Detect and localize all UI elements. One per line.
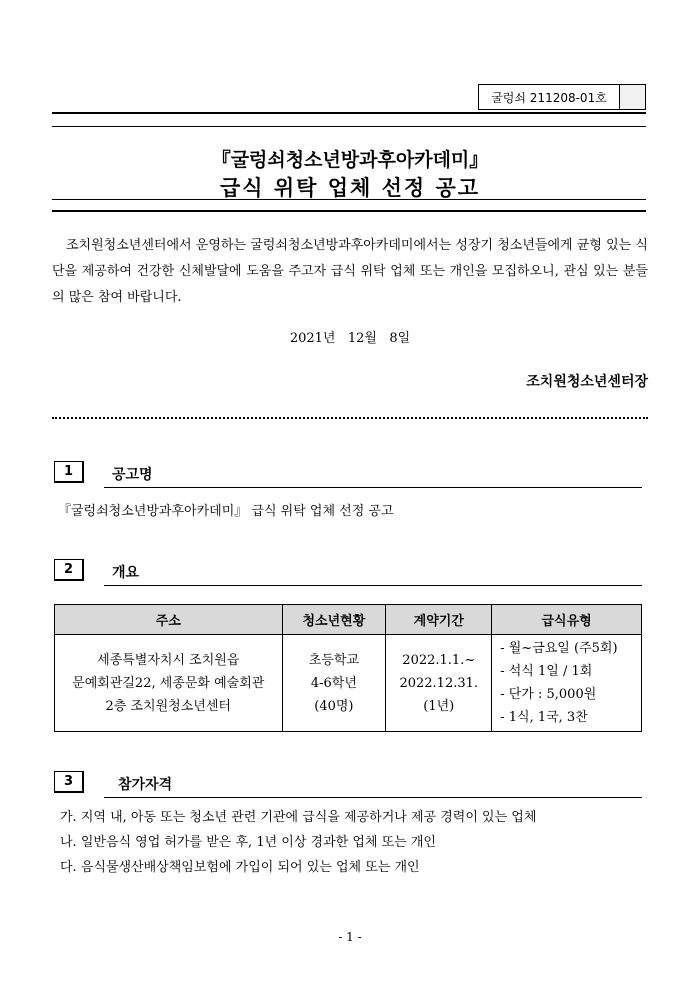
document-number: 굴렁쇠 211208-01호 bbox=[478, 84, 620, 110]
period-line: (1년) bbox=[423, 698, 455, 714]
meal-line: - 1식, 1국, 3찬 bbox=[500, 710, 588, 725]
announcement-date: 2021년 12월 8일 bbox=[289, 331, 411, 346]
youth-line: (40명) bbox=[314, 698, 354, 714]
period-line: 2022.1.1.~ bbox=[402, 652, 476, 668]
page-title: 급식 위탁 업체 선정 공고 bbox=[219, 176, 481, 200]
cell-youth-status bbox=[282, 635, 386, 732]
dotted-divider bbox=[52, 417, 648, 419]
section-heading-1: 공고명 bbox=[112, 467, 153, 483]
section-rule-1 bbox=[104, 487, 642, 488]
document-number-tab bbox=[620, 84, 646, 110]
cell-meal-type bbox=[492, 635, 642, 732]
qualification-item: 가. 지역 내, 아동 또는 청소년 관련 기관에 급식을 제공하거나 제공 경력이 있는 업체 bbox=[60, 810, 537, 825]
intro-paragraph bbox=[52, 233, 648, 311]
meal-line: - 단가 : 5,000원 bbox=[500, 687, 597, 702]
header-address: 주소 bbox=[55, 605, 283, 635]
title-box-inner-top-rule bbox=[52, 126, 646, 127]
meal-line: - 월~금요일 (주5회) bbox=[500, 641, 618, 656]
header-contract-period: 계약기간 bbox=[386, 605, 492, 635]
address-line: 세종특별자치시 조치원읍 bbox=[97, 652, 240, 668]
qualification-item: 다. 음식물생산배상책임보험에 가입이 되어 있는 업체 또는 개인 bbox=[60, 860, 420, 875]
address-line: 2층 조치원청소년센터 bbox=[105, 698, 231, 714]
section-number-3: 3 bbox=[54, 771, 84, 793]
signer: 조치원청소년센터장 bbox=[526, 374, 648, 390]
youth-line: 초등학교 bbox=[308, 652, 360, 668]
section-heading-2: 개요 bbox=[112, 565, 140, 581]
title-program-name: 『굴렁쇠청소년방과후아카데미』 bbox=[211, 149, 489, 171]
section-number-1: 1 bbox=[54, 461, 84, 483]
section-rule-2 bbox=[104, 585, 642, 586]
address-line: 문예회관길22, 세종문화 예술회관 bbox=[72, 675, 265, 691]
youth-line: 4-6학년 bbox=[310, 675, 357, 691]
overview-data-row bbox=[55, 635, 642, 732]
cell-contract-period bbox=[386, 635, 492, 732]
section-number-2: 2 bbox=[54, 559, 84, 581]
intro-text: 조치원청소년센터에서 운영하는 굴렁쇠청소년방과후아카데미에서는 성장기 청소년들에게 균형 있는 식단을 제공하여 건강한 신체발달에 도움을 주고자 급식 위탁 업체 또는 개인을 모집하오니, 관심 있는 분들의 많은 참여 바랍니다. bbox=[52, 238, 648, 305]
qualification-item: 나. 일반음식 영업 허가를 받은 후, 1년 이상 경과한 업체 또는 개인 bbox=[60, 835, 436, 850]
meal-line: - 석식 1일 / 1회 bbox=[500, 664, 593, 679]
page-number: - 1 - bbox=[338, 930, 362, 944]
overview-header-row bbox=[55, 605, 642, 635]
notice-name: 『굴렁쇠청소년방과후아카데미』 급식 위탁 업체 선정 공고 bbox=[58, 504, 394, 519]
cell-address bbox=[55, 635, 283, 732]
period-line: 2022.12.31. bbox=[399, 675, 479, 691]
header-youth-status: 청소년현황 bbox=[282, 605, 386, 635]
section-rule-3 bbox=[104, 797, 642, 798]
section-heading-3: 참가자격 bbox=[118, 777, 173, 793]
header-meal-type: 급식유형 bbox=[492, 605, 642, 635]
overview-table bbox=[54, 604, 642, 732]
